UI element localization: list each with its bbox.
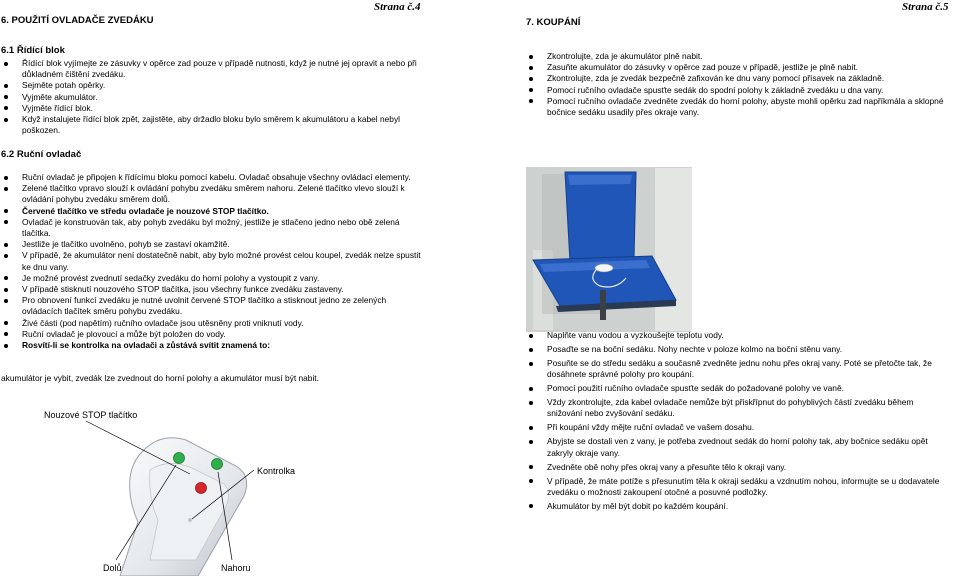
page-number-left: Strana č.4 [374,1,421,13]
list-item: Řídící blok vyjímejte ze zásuvky v opěrce zad pouze v případě nutnosti, když je nutné jej opravit a nebo při důkladném čištění zvedáku. [1,58,419,80]
list-item: Zvedněte obě nohy přes okraj vany a přesuňte tělo k okraji vany. [526,462,944,473]
list-item: Vyjměte akumulátor. [1,92,419,103]
list-item: V případě, že akumulátor není dostatečně nabit, aby bylo možné provést celou koupel, zvedák nelze spustit ke dnu vany. [1,250,423,272]
indicator-label: Kontrolka [257,466,296,476]
down-button-label: Dolů [103,563,122,573]
list-item: Posaďte se na boční sedáku. Nohy nechte v poloze kolmo na boční stěnu vany. [526,344,944,355]
section-7-bottom-list [526,330,944,515]
list-item: Zkontrolujte, zda je akumulátor plně nabit. [526,51,944,62]
section-7-top-list [526,51,944,118]
section-6-2-note: akumulátor je vybit, zvedák lze zvednout do horní polohy a akumulátor musí být nabit. [1,373,319,383]
list-item: V případě stisknutí nouzového STOP tlačítka, jsou všechny funkce zvedáku zastaveny. [1,284,423,295]
list-item: Pomocí ručního ovladače spusťte sedák do spodní polohy k základně zvedáku u dna vany. [526,85,944,96]
list-item: Vyjměte řídící blok. [1,103,419,114]
list-item: Je možné provést zvednutí sedačky zvedáku do horní polohy a vystoupit z vany. [1,273,423,284]
list-item: Vždy zkontrolujte, zda kabel ovladače nemůže být přiskřípnut do pohyblivých částí zvedáku během snižování nebo zvyšování sedáku. [526,397,944,419]
stop-button-label: Nouzové STOP tlačítko [44,410,138,420]
list-item: Pomocí použití ručního ovladače spusťte sedák do požadované polohy ve vaně. [526,383,944,394]
list-item: Abyjste se dostali ven z vany, je potřeba zvednout sedák do horní polohy tak, aby bočnice sedáku opět zakryly okraje vany. [526,436,944,458]
bath-lift-photo [526,167,692,332]
list-item: V případě, že máte potíže s přesunutím těla k okraji sedáku a vzdnutím nohou, informujte se u dodavatele zvedáku o možnosti zakoupení otočné a posuvné podložky. [526,476,944,498]
list-item: Posuňte se do středu sedáku a současně zvedněte jednu nohu přes okraj vany. Poté se přetočte tak, že dosáhnete správné polohy pro koupání. [526,358,944,380]
list-item: Živé části (pod napětím) ručního ovladače jsou utěsněny proti vniknutí vody. [1,318,423,329]
right-green-button [212,459,223,470]
section-7-title: 7. KOUPÁNÍ [526,17,581,28]
list-item: Akumulátor by měl být dobit po každém koupání. [526,501,944,512]
section-6-title: 6. POUŽITÍ OVLADAČE ZVEDÁKU [1,15,154,26]
indicator-light [188,518,192,522]
list-item: Naplňte vanu vodou a vyzkoušejte teplotu vody. [526,330,944,341]
red-stop-button [196,483,207,494]
page-number-right: Strana č.5 [902,1,949,13]
list-item: Ruční ovladač je připojen k řídícímu bloku pomocí kabelu. Ovladač obsahuje všechny ovládací elementy. [1,172,423,183]
list-item: Pro obnovení funkcí zvedáku je nutné uvolnit červené STOP tlačítko a stisknout jedno ze zelených ovládacích tlačítek směru pohybu zvedáku. [1,295,423,317]
up-button-label: Nahoru [221,563,251,573]
list-item: Pomocí ručního ovladače zvedněte zvedák do horní polohy, abyste mohli opěrku zad napříkmála a sklopné bočnice sedáku usadily přes okraje vany. [526,96,944,118]
list-item: Rosvítí-li se kontrolka na ovladači a zůstává svítit znamená to: [1,340,423,351]
list-item: Sejměte potah opěrky. [1,80,419,91]
list-item: Při koupání vždy mějte ruční ovladač ve vašem dosahu. [526,422,944,433]
left-green-button [174,453,185,464]
list-item: Jestliže je tlačítko uvolněno, pohyb se zastaví okamžitě. [1,239,423,250]
list-item: Když instalujete řídící blok zpět, zajistěte, aby držadlo bloku bylo směrem k akumulátoru a kabel nebyl poškozen. [1,114,419,136]
list-item: Zkontrolujte, zda je zvedák bezpečně zafixován ke dnu vany pomocí přísavek na základně. [526,73,944,84]
list-item: Zelené tlačítko vpravo slouží k ovládání pohybu zvedáku směrem nahoru. Zelené tlačítko vlevo slouží k ovládání pohybu zvedáku směrem dolů. [1,183,423,205]
list-item: Zasuňte akumulátor do zásuvky v opěrce zad pouze v případě, jestliže je plně nabit. [526,62,944,73]
section-6-2-title: 6.2 Ruční ovladač [1,149,82,160]
list-item: Červené tlačítko ve středu ovladače je nouzové STOP tlačítko. [1,206,423,217]
section-6-1-title: 6.1 Řídící blok [1,45,65,56]
list-item: Ruční ovladač je plovoucí a může být položen do vody. [1,329,423,340]
list-item: Ovladač je konstruován tak, aby pohyb zvedáku byl možný, jestliže je stlačeno jedno nebo obě zelená tlačítka. [1,217,423,239]
